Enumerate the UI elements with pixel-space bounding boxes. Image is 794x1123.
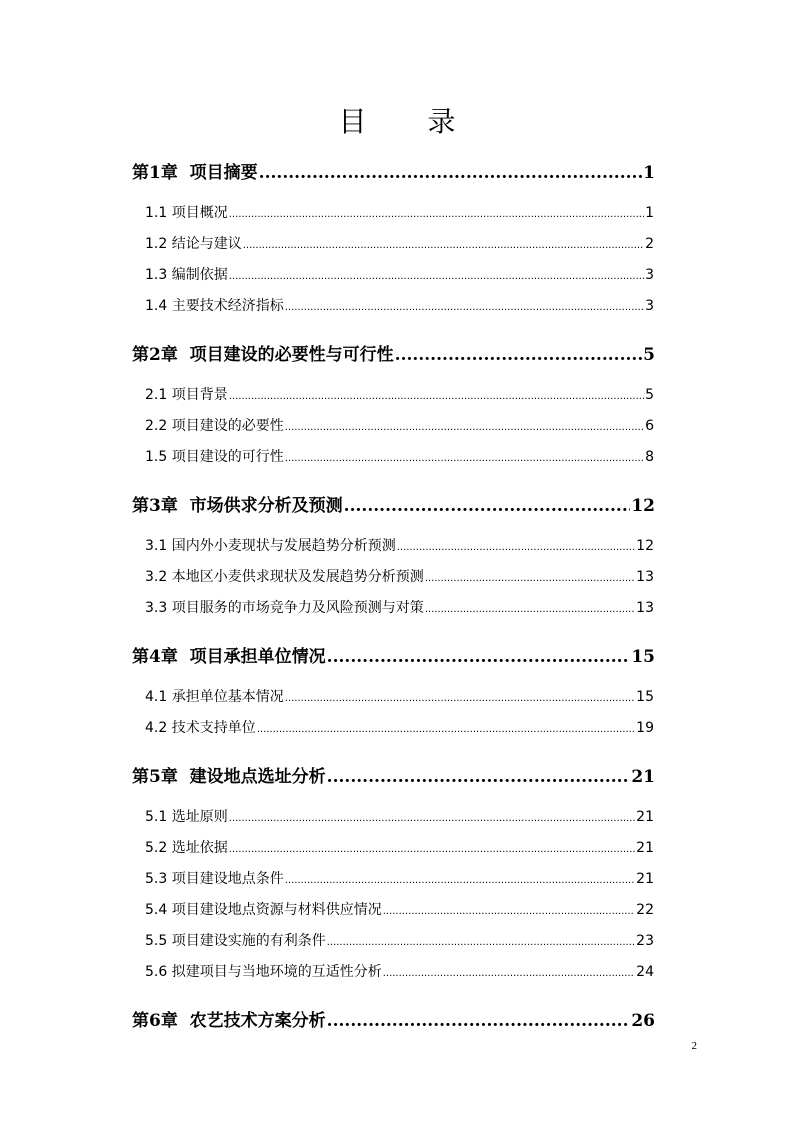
toc-entry-label: 5.5 项目建设实施的有利条件 <box>145 933 326 949</box>
toc-leader-dots <box>383 968 635 979</box>
toc-entry-page-number: 22 <box>636 902 654 918</box>
toc-section-entry[interactable] <box>145 202 654 222</box>
toc-section-entry[interactable] <box>145 686 654 706</box>
footer-page-number: 2 <box>691 1040 697 1052</box>
toc-entry-label: 第1章 项目摘要 <box>132 163 258 183</box>
toc-entry-label: 4.1 承担单位基本情况 <box>145 689 284 705</box>
toc-entry-page-number: 15 <box>631 647 655 667</box>
toc-leader-dots <box>327 937 635 948</box>
toc-entry-page-number: 8 <box>645 449 654 465</box>
toc-entry-page-number: 3 <box>645 298 654 314</box>
toc-title: 目 录 <box>338 105 482 138</box>
toc-chapter-entry[interactable] <box>132 762 655 787</box>
toc-section-entry[interactable] <box>145 566 654 586</box>
toc-entry-label: 5.1 选址原则 <box>145 809 228 825</box>
toc-leader-dots <box>243 240 644 251</box>
toc-entry-page-number: 21 <box>636 809 654 825</box>
toc-entry-label: 1.5 项目建设的可行性 <box>145 449 284 465</box>
toc-section-entry[interactable] <box>145 446 654 466</box>
toc-entry-label: 1.2 结论与建议 <box>145 236 242 252</box>
toc-leader-dots <box>344 496 631 516</box>
toc-entry-page-number: 12 <box>631 496 655 516</box>
toc-chapter-entry[interactable] <box>132 158 655 183</box>
toc-entry-page-number: 1 <box>645 205 654 221</box>
toc-leader-dots <box>229 844 635 855</box>
toc-entry-page-number: 21 <box>636 840 654 856</box>
toc-entry-label: 5.4 项目建设地点资源与材料供应情况 <box>145 902 382 918</box>
toc-chapter-entry[interactable] <box>132 1006 655 1031</box>
toc-chapter-entry[interactable] <box>132 642 655 667</box>
toc-leader-dots <box>229 813 635 824</box>
toc-entry-page-number: 24 <box>636 964 654 980</box>
toc-entry-page-number: 19 <box>636 720 654 736</box>
toc-entry-page-number: 5 <box>645 387 654 403</box>
toc-leader-dots <box>383 906 635 917</box>
toc-section-entry[interactable] <box>145 415 654 435</box>
toc-leader-dots <box>327 1011 631 1031</box>
toc-entry-label: 第6章 农艺技术方案分析 <box>132 1011 326 1031</box>
toc-entry-label: 3.1 国内外小麦现状与发展趋势分析预测 <box>145 538 396 554</box>
toc-entry-page-number: 3 <box>645 267 654 283</box>
toc-leader-dots <box>425 573 635 584</box>
toc-section-entry[interactable] <box>145 899 654 919</box>
toc-entry-page-number: 23 <box>636 933 654 949</box>
toc-leader-dots <box>285 693 635 704</box>
toc-section-entry[interactable] <box>145 233 654 253</box>
toc-entry-label: 5.6 拟建项目与当地环境的互适性分析 <box>145 964 382 980</box>
toc-leader-dots <box>327 767 631 787</box>
toc-leader-dots <box>229 391 644 402</box>
toc-entry-label: 第4章 项目承担单位情况 <box>132 647 326 667</box>
toc-leader-dots <box>425 604 635 615</box>
toc-leader-dots <box>259 163 642 183</box>
toc-section-entry[interactable] <box>145 535 654 555</box>
toc-leader-dots <box>257 724 635 735</box>
toc-entry-label: 1.3 编制依据 <box>145 267 228 283</box>
toc-entry-label: 5.2 选址依据 <box>145 840 228 856</box>
toc-leader-dots <box>285 302 644 313</box>
toc-entry-label: 1.1 项目概况 <box>145 205 228 221</box>
toc-chapter-entry[interactable] <box>132 491 655 516</box>
toc-leader-dots <box>285 453 644 464</box>
toc-section-entry[interactable] <box>145 264 654 284</box>
toc-entry-page-number: 13 <box>636 569 654 585</box>
toc-section-entry[interactable] <box>145 384 654 404</box>
toc-entry-page-number: 26 <box>631 1011 655 1031</box>
toc-entry-page-number: 2 <box>645 236 654 252</box>
toc-entry-label: 5.3 项目建设地点条件 <box>145 871 284 887</box>
toc-section-entry[interactable] <box>145 930 654 950</box>
toc-section-entry[interactable] <box>145 717 654 737</box>
toc-entry-label: 3.3 项目服务的市场竞争力及风险预测与对策 <box>145 600 424 616</box>
toc-chapter-entry[interactable] <box>132 340 655 365</box>
toc-entry-label: 2.2 项目建设的必要性 <box>145 418 284 434</box>
toc-entry-page-number: 12 <box>636 538 654 554</box>
toc-leader-dots <box>395 345 642 365</box>
toc-entry-page-number: 21 <box>631 767 655 787</box>
toc-entry-page-number: 21 <box>636 871 654 887</box>
toc-entry-page-number: 6 <box>645 418 654 434</box>
toc-section-entry[interactable] <box>145 597 654 617</box>
toc-entry-page-number: 5 <box>643 345 655 365</box>
toc-leader-dots <box>397 542 635 553</box>
toc-leader-dots <box>285 422 644 433</box>
toc-section-entry[interactable] <box>145 295 654 315</box>
toc-entry-page-number: 15 <box>636 689 654 705</box>
toc-entry-page-number: 1 <box>643 163 655 183</box>
toc-section-entry[interactable] <box>145 806 654 826</box>
toc-section-entry[interactable] <box>145 868 654 888</box>
toc-entry-label: 第5章 建设地点选址分析 <box>132 767 326 787</box>
toc-leader-dots <box>229 271 644 282</box>
toc-section-entry[interactable] <box>145 961 654 981</box>
toc-entry-label: 第3章 市场供求分析及预测 <box>132 496 343 516</box>
toc-section-entry[interactable] <box>145 837 654 857</box>
toc-entry-label: 3.2 本地区小麦供求现状及发展趋势分析预测 <box>145 569 424 585</box>
toc-entry-label: 4.2 技术支持单位 <box>145 720 256 736</box>
toc-entry-label: 2.1 项目背景 <box>145 387 228 403</box>
toc-entry-label: 1.4 主要技术经济指标 <box>145 298 284 314</box>
toc-entry-label: 第2章 项目建设的必要性与可行性 <box>132 345 394 365</box>
toc-entry-page-number: 13 <box>636 600 654 616</box>
toc-leader-dots <box>229 209 644 220</box>
toc-leader-dots <box>327 647 631 667</box>
toc-leader-dots <box>285 875 635 886</box>
